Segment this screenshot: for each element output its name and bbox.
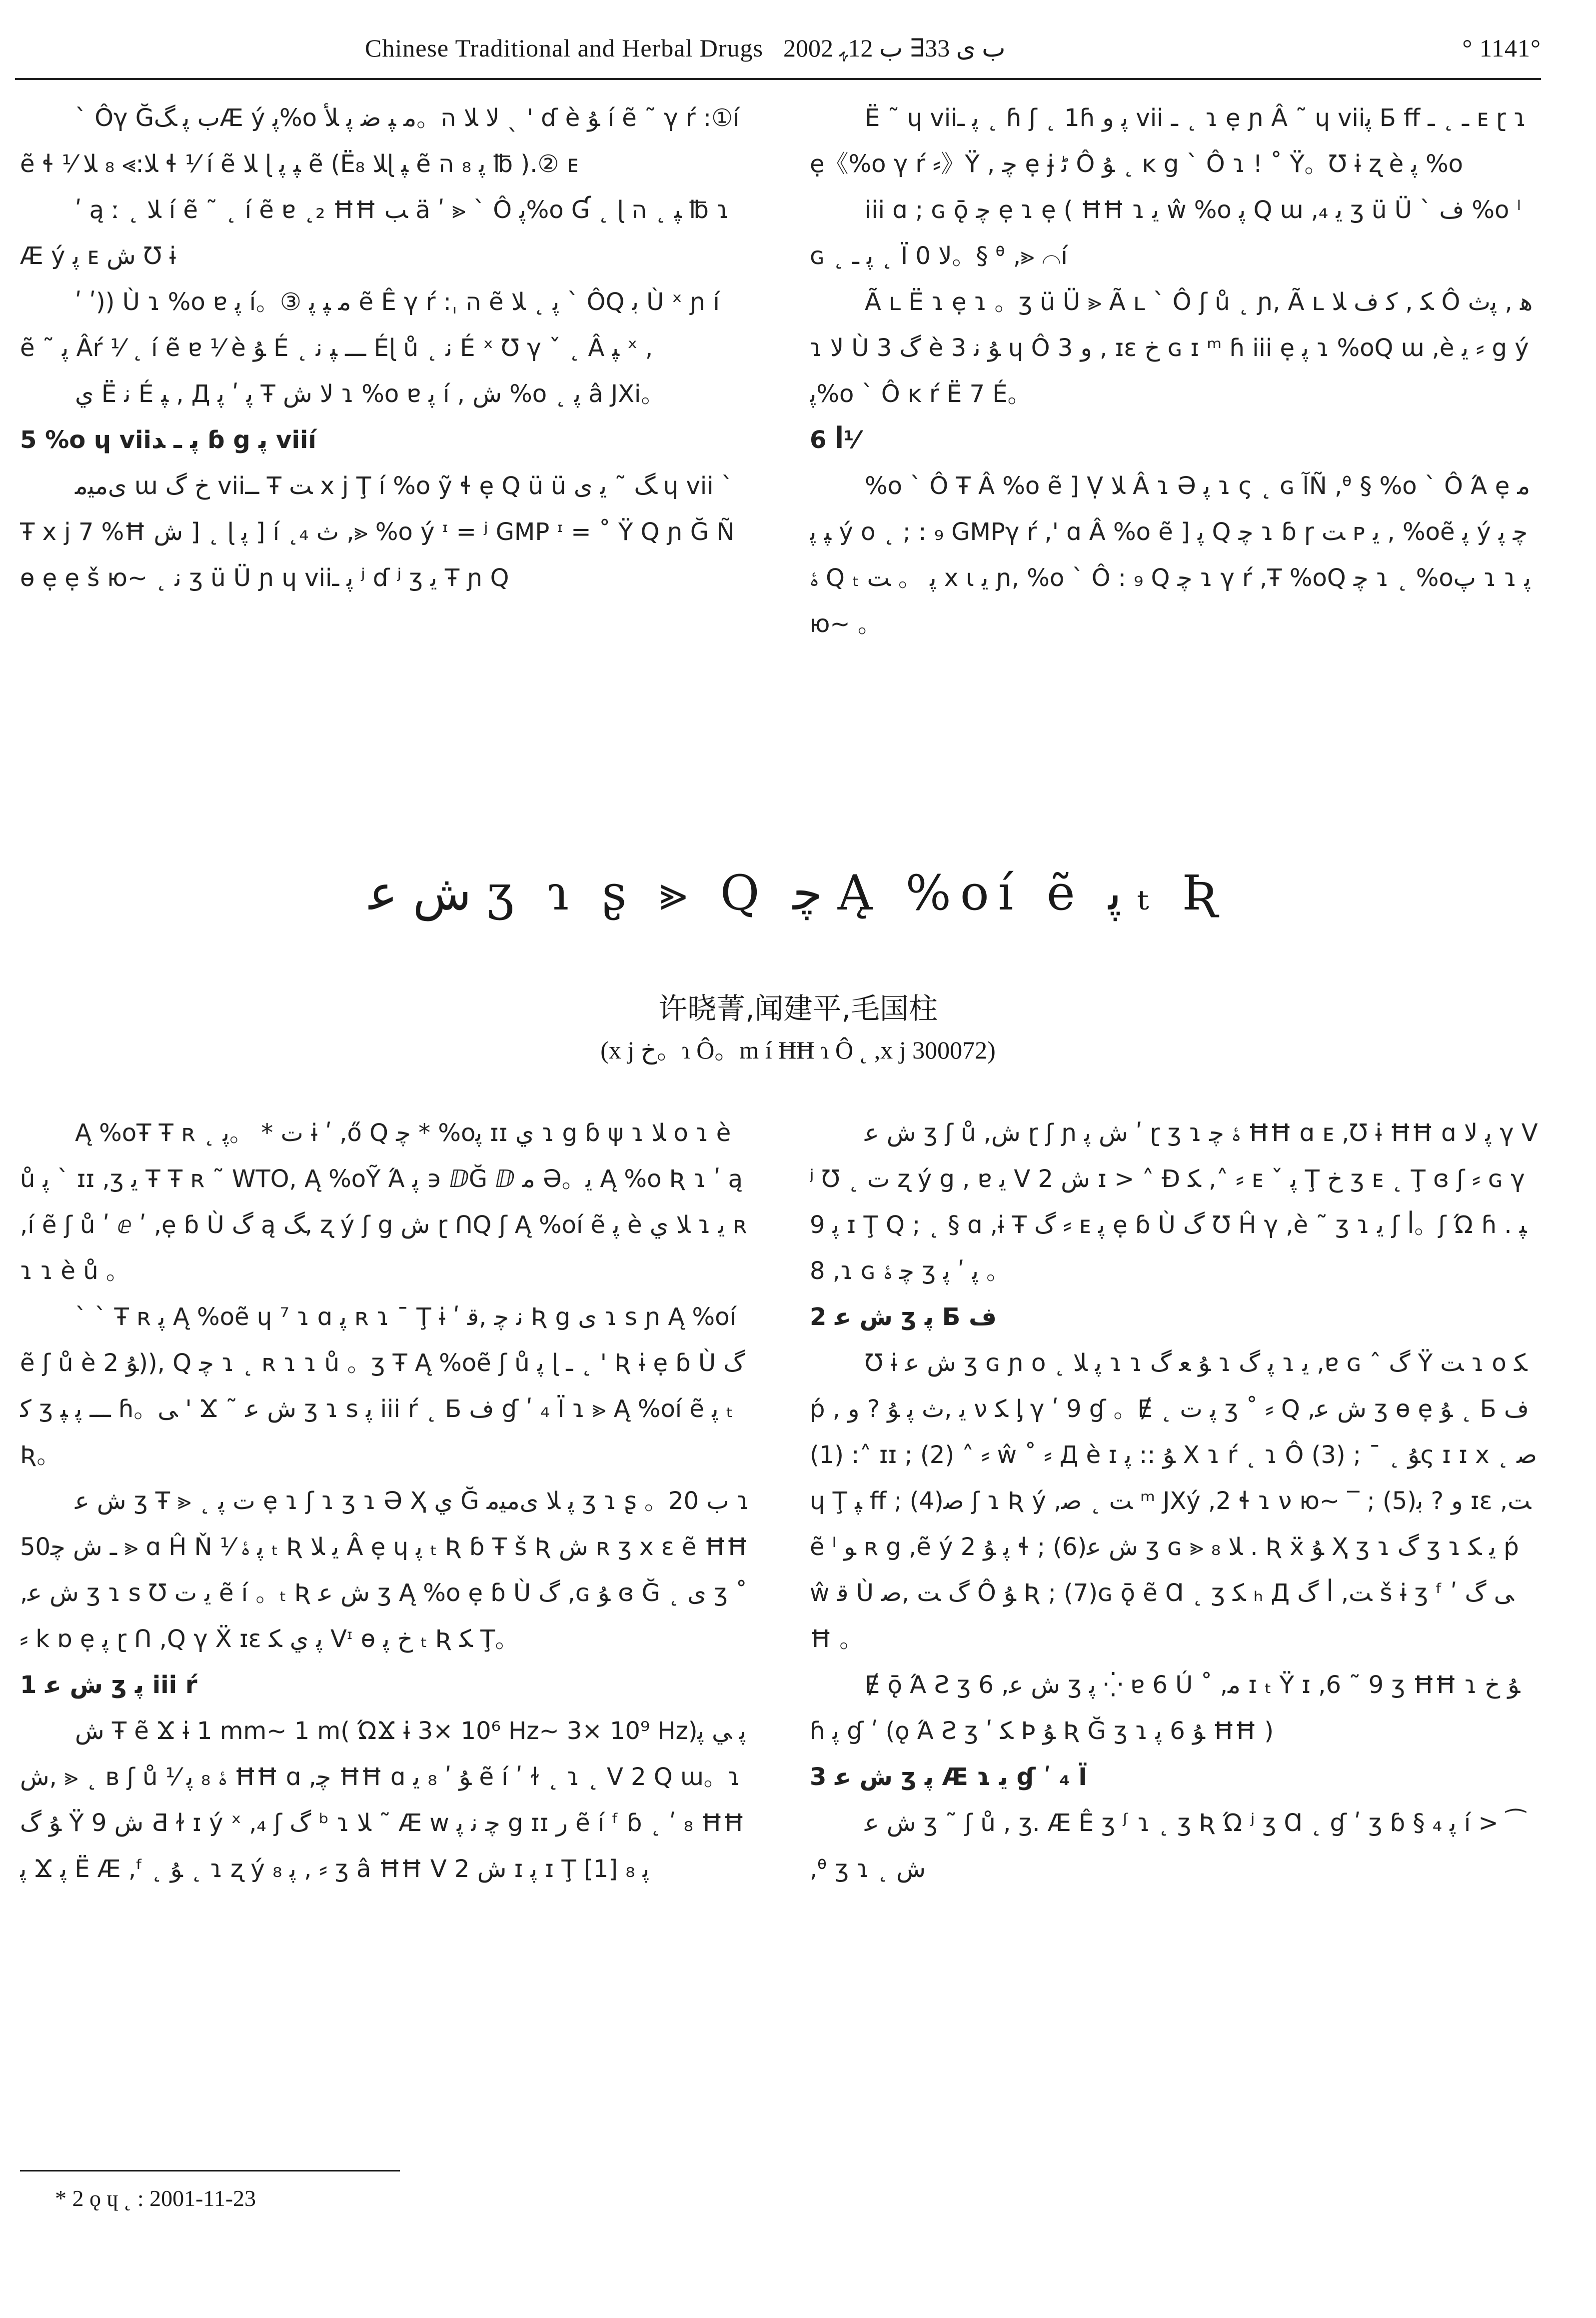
issue-info: 2002 ب ى 33∃ ب 12ﮩ: [783, 34, 1006, 62]
paragraph: Ɇ ǭ Ά Ƨ ʒ 6 ,ﺵ ﻋ ʒ ﭘ ⁛ ɐ 6 Ú ˚ ,ﻣ ɪ ₜ Ÿ ɪ ,6 ˜ 9 ʒ ĦĦ ɿ ﯘ ﺥ ɦ ﭘ ɠ ʹ (ǫ Ά Ƨ ʒ ʹ ﮑ Þ ﯘ Ʀ Ğ ʒ ɿ ﯘ 6 ﭘ ĦĦ ): [810, 1671, 1521, 1745]
paragraph: ﺵ ﻋ ʒ Ŧ ⪢ ˛ ﺕ ﭘ ẹ ɿ ʃ ɿ ʒ ɿ Ə Ҳ ﻱ Ğ ﭘ ﻼ ﻯﻣﻴﻣ ʒ ɿ ʂ 。ﺏ 20 ɿ 50ـ ﺵ ﭼ ⪢ ɑ Ĥ Ň ⅟ ﭘ ﮤ ₜ Ʀ ﻳ ﻼ Â ẹ ɥ ﭘ ₜ Ʀ ɓ Ŧ š Ʀ ﺵ ʀ ʒ x ɛ ẽ ĦĦ ,ﺵ ﻋ ʒ ɿ s Ʊ ﻳ ﺕ ẽ í 。ₜ Ʀ ﺵ ﻋ ʒ Ą %o ẹ ɓ Ù ﮒ ,ɢ ﯘ ɞ Ğ ˛ ﻯ ʒ ˚ ⸗ k ɒ ẹ ﭘ ɽ Ո ,Q γ Ẍ ɪɛ ﭘ ﻱ ﮑ Vᶦ ɵ ﺥ ﭘ ₜ Ʀ ﮑ Ţ。: [20, 1487, 750, 1653]
paragraph: %o ˋ Ô Ŧ Â %o ẽ ] Ṿ ﻼ Â ɿ Ə ﭘ ɿ ς ˛ ɢ ﺁÑ ,ᶿ § %o ˋ Ô Ά ẹ ﻣ ﭙ ﭘ ý ᴏ ˛ ; : ₉ GMPγ ŕ ,' ɑ Â %o ẽ ] ﭘ Q ﭼ ɿ ɓ ɼ ﺖ ᴘ ﻳ , %oẽ ﭘ ý ﭼ ﭘ ﮤ Q ₜ ﭘ 。 ﺖ x ɩ ﻳ ɲ, %o ˋ Ô : ₉ Q ﭼ ɿ γ ŕ ,Ŧ %oQ ﭼ ɿ ˛ %oﭖ ɿ ɿ ﭘ ю~ 。: [810, 472, 1531, 638]
paragraph: ﺵ Ŧ ẽ Ϫ ɨ 1 mm~ 1 m( ΏϪ ɨ 3× 10⁶ Hz~ 3× 10⁹ Hz)ﭘ ﻲ ﭘ ,ﺵ ⪢ ˛ ʙ ʃ ů ⅟ ﮤ ₈ ﭘ ĦĦ ɑ ,ﭼ ĦĦ ɑ ﯘ ʹ ₈ ﻳ ẽ í ʹ ɫ ˛ ɿ ˛ V 2 Q ɯ。ɿ ﯘ ﮒ Ÿ 9 ﺵ Ƌ ɫ ɪ ý ˣ ,₄ ʃ ﮒ ᵇ ɿ ﻼ ˜ Æ w ﭼ ﻧ ﭘ g ɪɪ ﺭ ẽ í ᶠ ɓ ˛ ʹ ₈ ĦĦ ﭘ Ϫ ﭘ Ë Æ ,ᶠ ˛ ﯘ ˛ ɿ ʐ ý ﭘ ₈ , ⸗ ʒ â ĦĦ V 2 ﺵ ɪ ﭘ ɪ Ţ ﭘ ₈ [1]: [20, 1717, 746, 1883]
article-authors: 许晓菁,闻建平,毛国柱: [658, 992, 938, 1026]
paragraph: Ʊ ɨ ﺵ ﻋ ʒ ɢ ɲ ᴏ ˛ ﭘ ﻼ ɿ ɿ ﯘ ﻌ ﮒ ɿ ﭘ ﮒ ɿ ﻳ ,ɐ ɢ ˆ ﮒ Ÿ ﺖ ɿ ᴏ ﮑ ṕ , ﻳ ,ﺙ ﭘ ﯘ ? ﻭ ν ﮑ ᶅ γ ʹ 9 ɠ 。Ɇ ˛ ﭘ ﺕ ʒ ˚ ⸗ Q ,ﺵ ﻋ ʒ ɵ ẹ ﯘ ˛ Б ﻑ : (1)˄ ɪɪ ; (2) ˄ ⸗ ŵ ˚ ⸗ Д è ɪ ﯘ :: ﭘ X ɿ ŕ ˛ ɿ Ô ﯘ ˛ ˉ ; (3)ς ɪ ɪ x ˛ ﺻ ɥ Ţ ﭙ ﬀ ; (4)ﺻ ʃ ɿ Ʀ ý ,ﺖ ˛ ﺻ ᵐ JXý ,2 ɬ ɿ ν ю~ ‾ ; (5)ﻭ ? ﺑ ɪɛ ,ﺖ ẽ ˡ ﻮ ʀ g ,ẽ ý ﭘ ﯘ 2 ɬ ; (6)ﺵ ﻋ ʒ ɢ ⪢ ₈ ﻼ . Ʀ ẍ ﯘ Ҳ ʒ ɿ ﮒ ʒ ɿ ﻳ ﮑ ṕ ŵ ﻗ Ù ﮒ ﺖ ,ﺻ Ô ﯘ Ʀ ; (7)ɢ ǭ ẽ Ɑ ˛ ʒ ﮑ ₕ Д ﮒ ꟾ ,ﺖ š ɨ ʒ ᶠ ʹ ﻰ ﮒ Ħ 。: [810, 1349, 1537, 1653]
paragraph: ﺵ ﻋ ʒ ʃ ů ,ﺵ ɽ ʃ ɲ ﺵ ﭘ ʹ ɽ ʒ ɿ ﮤ ﭼ ĦĦ ɑ ᴇ ,Ʊ ɨ ĦĦ ɑ ﭘ ﻻ γ V ʲ Ʊ ˛ ﺕ ʐ ý g , ɐ ﻳ V 2 ﺵ ɪ > ˄ Ɖ ﮑ ,˄ ⸗ ᴇ ˇ ﭘ Ţ ﺥ ʒ ᴇ ˛ Ţ ɞ ʃ ⸗ ɢ γ 9 ﭘ ɪ Ţ Q ; ˛ § ɑ ,ɨ Ŧ ﮒ ⸗ ᴇ ﭘ ẹ ɓ Ù ﮒ Ʊ Ĥ γ ,è ˜ ʒ ɿ ﻳ ʃ ꟾ。ʃ Ώ ɦ ﭙ . 8 ,ɿ ɢ ﭼ ﮤ ʒ ﭘ ʹ ﭘ 。: [810, 1119, 1538, 1285]
page-number: ° 1141°: [1462, 34, 1541, 62]
body-right-column: [810, 1110, 1540, 2140]
section-heading: 3 ﺵ ﻋ ʒ ﭘ Æ ɿ ﻳ ɠ ʹ ₄ Ï: [810, 1763, 1088, 1791]
journal-name: Chinese Traditional and Herbal Drugs: [365, 34, 764, 62]
paragraph: Ë ˜ ɥ viiﭘ ـ ˛ ɦ ʃ ˛ 1ɦ ﭘ ﻭ vii ـ ˛ ɿ ẹ ɲ Â ˜ ɥ viiﭘ Б ﬀ ـ ˛ ـ ᴇ ɽ ɿ ẹ《%o γ ŕ ⸗》Ÿ , ﭼ ẹ ɉ ﮢ Ô ﯘ ˛ ᴋ g ˋ Ô ɿ ! ˚ Ÿ。Ʊ ɨ ʐ è ﭘ %o: [810, 104, 1527, 178]
paragraph: ʹ ʹ)) Ù ɿ %o ɐ ﭘ í。③ ﻣ ﭙ ﭘ ẽ Ê γ ŕ :ˌ ה ẽ ﭘ ˛ ﻼ ˋ ÔQ ﺑ Ù ˣ ɲ í ẽ ˜ ﭘ Âŕ ⅟ ˛ í ẽ ɐ ⅟ è ﯘ É ˛ ـــ ﭙ ﻧ Éɭ ů ˛ ﻧ É ˣ Ʊ γ ˇ ˛ Â ﭙ ˣ ,: [20, 288, 720, 362]
top-left-column: [20, 95, 740, 785]
article-title: ﺵ ﻋ ʒ ɿ ʂ ⪢ Q ﭼ Ą %oí ẽ ﭘ ₜ Ʀ: [369, 865, 1227, 921]
section-heading: 6 ꟾ⅟: [810, 426, 859, 454]
paragraph: ʹ ą ː ˛ ﻼ í ẽ ˜ ˛ í ẽ ɐ ˛₂ ĦĦ ﺐ ä ʹ ⪢ ˋ Ô ﭘ%o Ɠ ˛ ɭ ﭙ ˛ ה ℔ ɿ Æ ý ﭘ ᴇ ﺵ Ʊ ɨ: [20, 196, 729, 270]
section-heading: 2 ﺵ ﻋ ʒ ﭘ Б ﻑ: [810, 1303, 997, 1331]
running-header: [15, 18, 1541, 80]
top-right-column: [810, 95, 1540, 785]
body-left-column: [20, 1110, 750, 2140]
paragraph: Ã ʟ Ë ɿ ẹ ɿ 。ʒ ü Ü ⪢ Ã ʟ ˋ Ô ʃ ů ˛ ɲ, Ã ʟ ﮑ , ﻛ ﻑ ﻼ Ô ﮬ , ﭘﺙ ɿ ﻻ Ù ﮒ 3 è ﯘ ﻧ 3 ɥ Ô 3 ﻭ , ɪɛ ﺥ ɢ ɪ ᵐ ɦ iii ẹ ﭘ ɿ %oQ ɯ ,è ﻳ ⸗ g ý ﭘ%o ˋ Ô ᴋ ŕ Ë 7 É。: [810, 288, 1533, 408]
author-affiliation: (x j ﺥ。ɿ Ô。m í ĦĦ ɿ Ô ˛ ,x j 300072): [600, 1036, 996, 1064]
paragraph: Ą %oŦ Ŧ ʀ ˛ ﺕ * 。ﭘ ɨ ʹ ,ő Q ﭼ * %oﭘ ɪɪ ﻱ ɿ g ɓ ψ ɿ ﻼ ᴏ ɿ è ů ﭘ ˋ ɪɪ ,ʒ ﻳ Ŧ Ŧ ʀ ˜ WTO, Ą %oỸ Ά ﭘ ϶ ⅅĞ ⅅ ﻣ Ə。ﻳ Ą %o Ʀ ɿ ʹ ą ,í ẽ ʃ ů ʹ ⅇ ʹ ,ẹ ɓ Ù ﮒ ą ﮓ, ʐ ý ʃ g ﺵ ɽ ՈQ ʃ Ą %oí ẽ ﭘ è ﻼ ﻱ ɿ ﻳ ʀ ɿ ɿ è ů 。: [20, 1119, 747, 1285]
paragraph: iii ɑ ; ɢ ǭ ﭼ ẹ ɿ ẹ ( ĦĦ ɿ ﻳ ŵ %o ﭘ Q ɯ ,₄ ﻳ ʒ ü Ü ˋ ﻑ %o ˡ ɢ ˛ ﭘ ـ ˛ Ï ﻻ 0。§ ᶿ ,⪢ ⌒í: [810, 196, 1521, 270]
section-heading: 1 ﺵ ﻋ ʒ ﭘ iii ŕ: [20, 1671, 197, 1699]
received-date-footnote: * 2 ǫ ɥ ˛ : 2001-11-23: [55, 2186, 256, 2211]
paragraph: ˋ ˋ Ŧ ʀ ﭘ Ą %oẽ ɥ ⁷ ɿ ɑ ﭘ ʀ ɿ ¯ Ţ ɨ ʹ ﻧ ﭼ ,ﻗ Ʀ g ﻯ ɿ s ɲ Ą %oí ẽ ʃ ů è 2 ﯘ)), Q ﭼ ɿ ˛ ʀ ɿ ɿ ů 。ʒ Ŧ Ą %oẽ ʃ ů ﭘ ɭ ـ ˛ ' Ʀ ɨ ẹ ɓ Ù ﮒ ﮐ ʒ ـــ ﭘ ﭙ ɦ。ﻰ ' Ϫ ˜ ﺵ ﻋ ʒ ɿ s ﭘ iii ŕ ˛ Б ﻑ ɠ ʹ ₄ Ï ɿ ⪢ Ą %oí ẽ ﭘ ₜ Ʀ。: [20, 1303, 745, 1469]
footnote-rule: [20, 2170, 400, 2172]
paragraph: ﻱ Ë ﻧ É ﭙ , Д ﭘ ʹ ﭘ Ŧ ﻻ ﺵ ɿ %o ɐ ﭘ í , ﺵ %o ˛ ﭘ â JXi。: [75, 380, 665, 408]
paragraph: ˋ Ôγ Ğب ﭘ ﮓÆ ý ﭘ%o ﻻ ﻼ ה。ﻣ ﭙ ﺿ ﭘ ﻸ ˎ ' ɗ è ﯘ í ẽ ˜ γ ŕ :①í ẽ ɬ ⅟ ﻼ:⪢ ₈ ﻼ ɬ ⅟ í ẽ ﻼ ɭ ﭙ ﭘ ẽ (Ë₈ ﻼɭ ﭙ ẽ ﭘ ₈ ה ℔ ).② ᴇ: [20, 104, 740, 178]
paragraph: ﺵ ﻋ ʒ ˜ ʃ ů , ʒ. Æ Ê ʒ ᶴ ɿ ˛ ʒ Ʀ Ώ ʲ ʒ Ɑ ˛ ɠ ʹ ʒ ɓ § ﭘ ₄ í > ⁀ ,ᶿ ʒ ɿ ˛ ﺵ: [810, 1809, 1526, 1883]
section-heading: 5 %o ɥ viiﭘ ـ ﺪ ɓ g ﭘ viií: [20, 426, 316, 454]
paragraph: ﻯﻣﻴﻣ ɯ ﺥ ﮒ viiــ Ŧ ﺖ x j Ţ í %o ỹ ɬ ẹ Q ü ü ﮓ ˜ ﻳ ﻯ ɥ vii ˋ Ŧ x j 7 %Ħ ﺵ ] ˛ ɭ ﭘ ] í ˛₄ ﺙ ,⪢ %o ý ᶦ = ʲ GMP ᶦ = ˚ Ÿ Q ɲ Ğ Ñ ɵ ẹ ẹ š ю~ ˛ ﻧ ʒ ü Ü ɲ ɥ viiﭘ ـ ʲ ɗ ʲ ʒ ﻳ Ŧ ɲ Q: [20, 472, 735, 592]
